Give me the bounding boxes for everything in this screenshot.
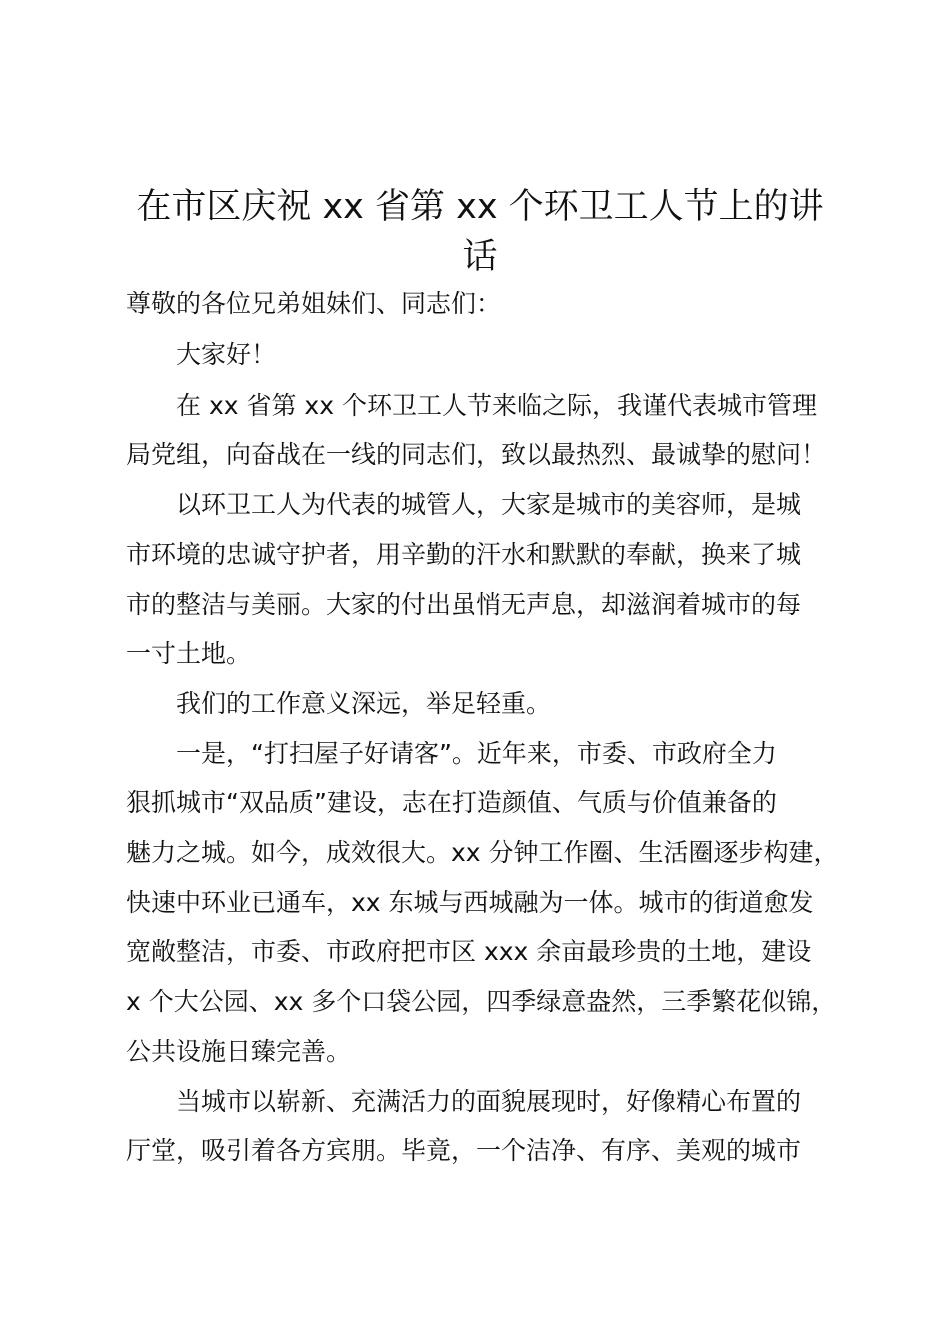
document-title-line-2: 话 xyxy=(462,237,498,277)
paragraph-line: 魅力之城。如今，成效很大。xx 分钟工作圈、生活圈逐步构建， xyxy=(126,838,839,867)
paragraph-line: 厅堂，吸引着各方宾朋。毕竟，一个洁净、有序、美观的城市 xyxy=(126,1136,802,1165)
paragraph-line: 狠抓城市“双品质”建设，志在打造颜值、气质与价值兼备的 xyxy=(126,788,777,817)
paragraph-line: x 个大公园、xx 多个口袋公园，四季绿意盎然，三季繁花似锦， xyxy=(126,987,837,1016)
paragraph-line: 快速中环业已通车，xx 东城与西城融为一体。城市的街道愈发 xyxy=(126,888,814,917)
paragraph-line: 我们的工作意义深远，举足轻重。 xyxy=(176,689,552,718)
greeting: 大家好！ xyxy=(176,340,277,369)
paragraph-line: 公共设施日臻完善。 xyxy=(126,1037,352,1066)
document-title-line-1: 在市区庆祝 xx 省第 xx 个环卫工人节上的讲 xyxy=(136,187,824,227)
paragraph-line: 市环境的忠诚守护者，用辛勤的汗水和默默的奉献，换来了城 xyxy=(126,540,802,569)
paragraph-line: 当城市以崭新、充满活力的面貌展现时，好像精心布置的 xyxy=(176,1087,802,1116)
paragraph-line: 一是，“打扫屋子好请客”。近年来，市委、市政府全力 xyxy=(176,739,777,768)
paragraph-line: 局党组，向奋战在一线的同志们，致以最热烈、最诚挚的慰问！ xyxy=(126,440,827,469)
paragraph-line: 市的整洁与美丽。大家的付出虽悄无声息，却滋润着城市的每 xyxy=(126,590,802,619)
paragraph-line: 在 xx 省第 xx 个环卫工人节来临之际，我谨代表城市管理 xyxy=(176,391,817,420)
paragraph-line: 一寸土地。 xyxy=(126,639,252,668)
salutation: 尊敬的各位兄弟姐妹们、同志们： xyxy=(126,289,502,318)
paragraph-line: 宽敞整洁，市委、市政府把市区 xxx 余亩最珍贵的土地，建设 xyxy=(126,937,812,966)
paragraph-line: 以环卫工人为代表的城管人，大家是城市的美容师，是城 xyxy=(176,490,802,519)
